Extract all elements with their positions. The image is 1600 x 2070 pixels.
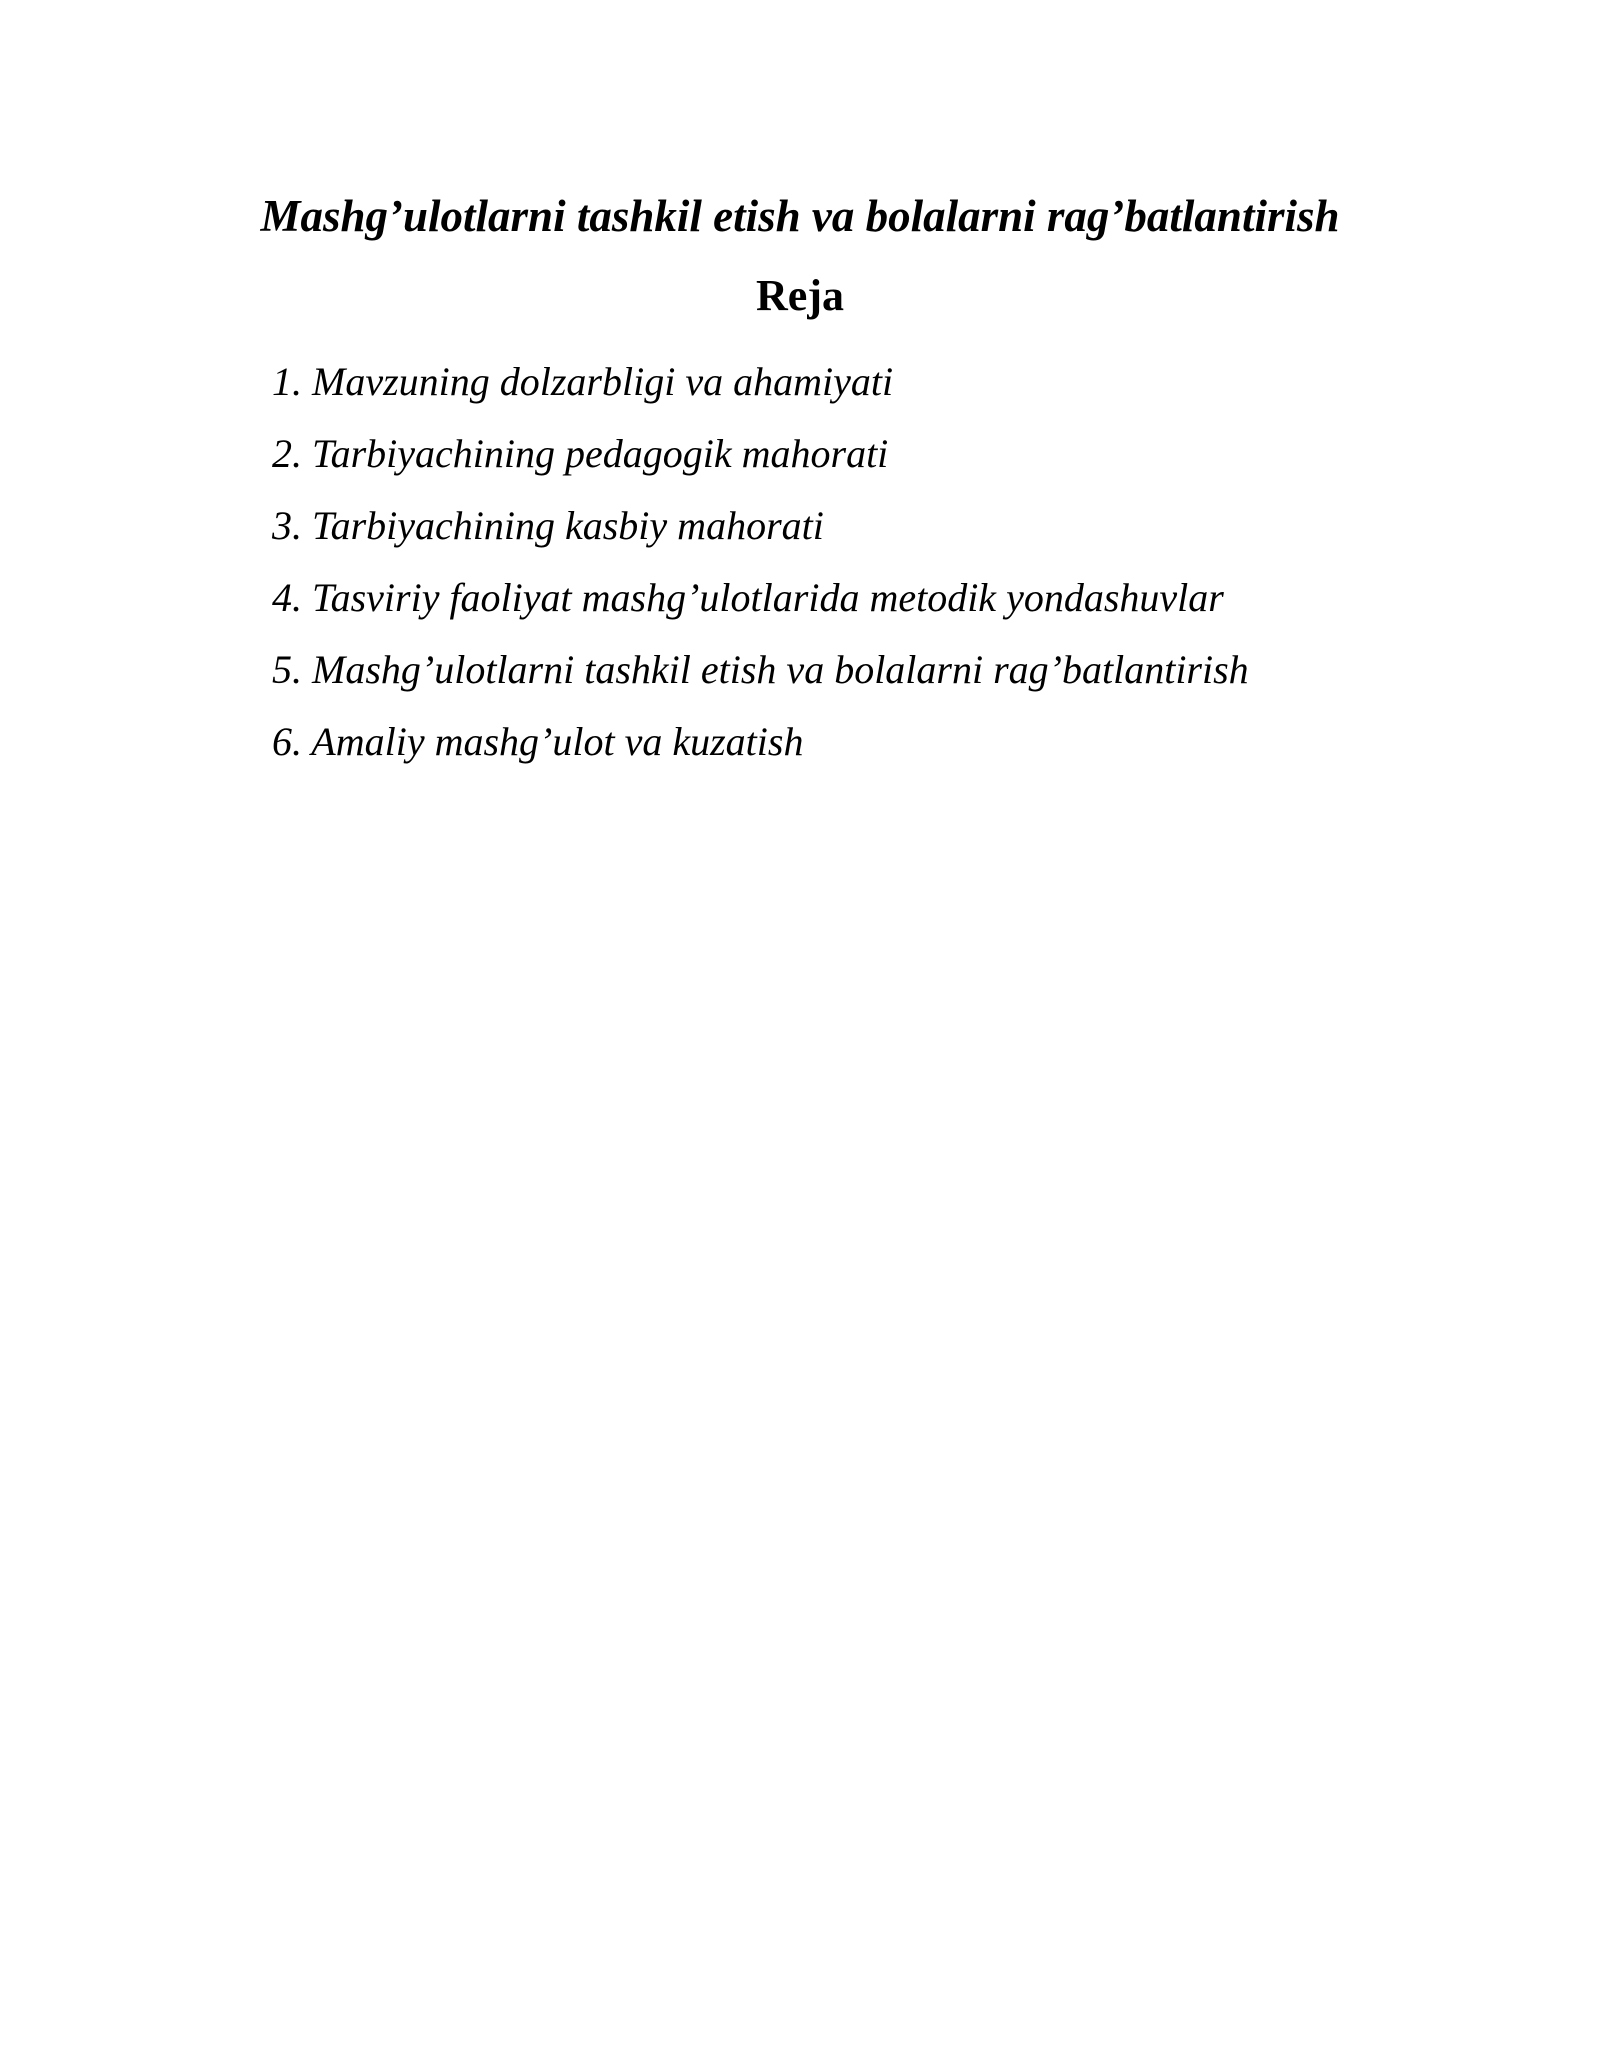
plan-heading: Reja bbox=[756, 271, 844, 320]
plan-item-1: 1. Mavzuning dolzarbligi va ahamiyati bbox=[272, 359, 894, 404]
document-title: Mashg’ulotlarni tashkil etish va bolalarni rag’batlantirish bbox=[260, 191, 1340, 241]
plan-item-5: 5. Mashg’ulotlarni tashkil etish va bolalarni rag’batlantirish bbox=[272, 647, 1249, 692]
plan-list bbox=[272, 346, 1249, 778]
plan-item-4: 4. Tasviriy faoliyat mashg’ulotlarida metodik yondashuvlar bbox=[272, 575, 1224, 620]
plan-item-2: 2. Tarbiyachining pedagogik mahorati bbox=[272, 431, 889, 476]
plan-item-6: 6. Amaliy mashg’ulot va kuzatish bbox=[272, 719, 804, 764]
plan-item-3: 3. Tarbiyachining kasbiy mahorati bbox=[272, 503, 824, 548]
